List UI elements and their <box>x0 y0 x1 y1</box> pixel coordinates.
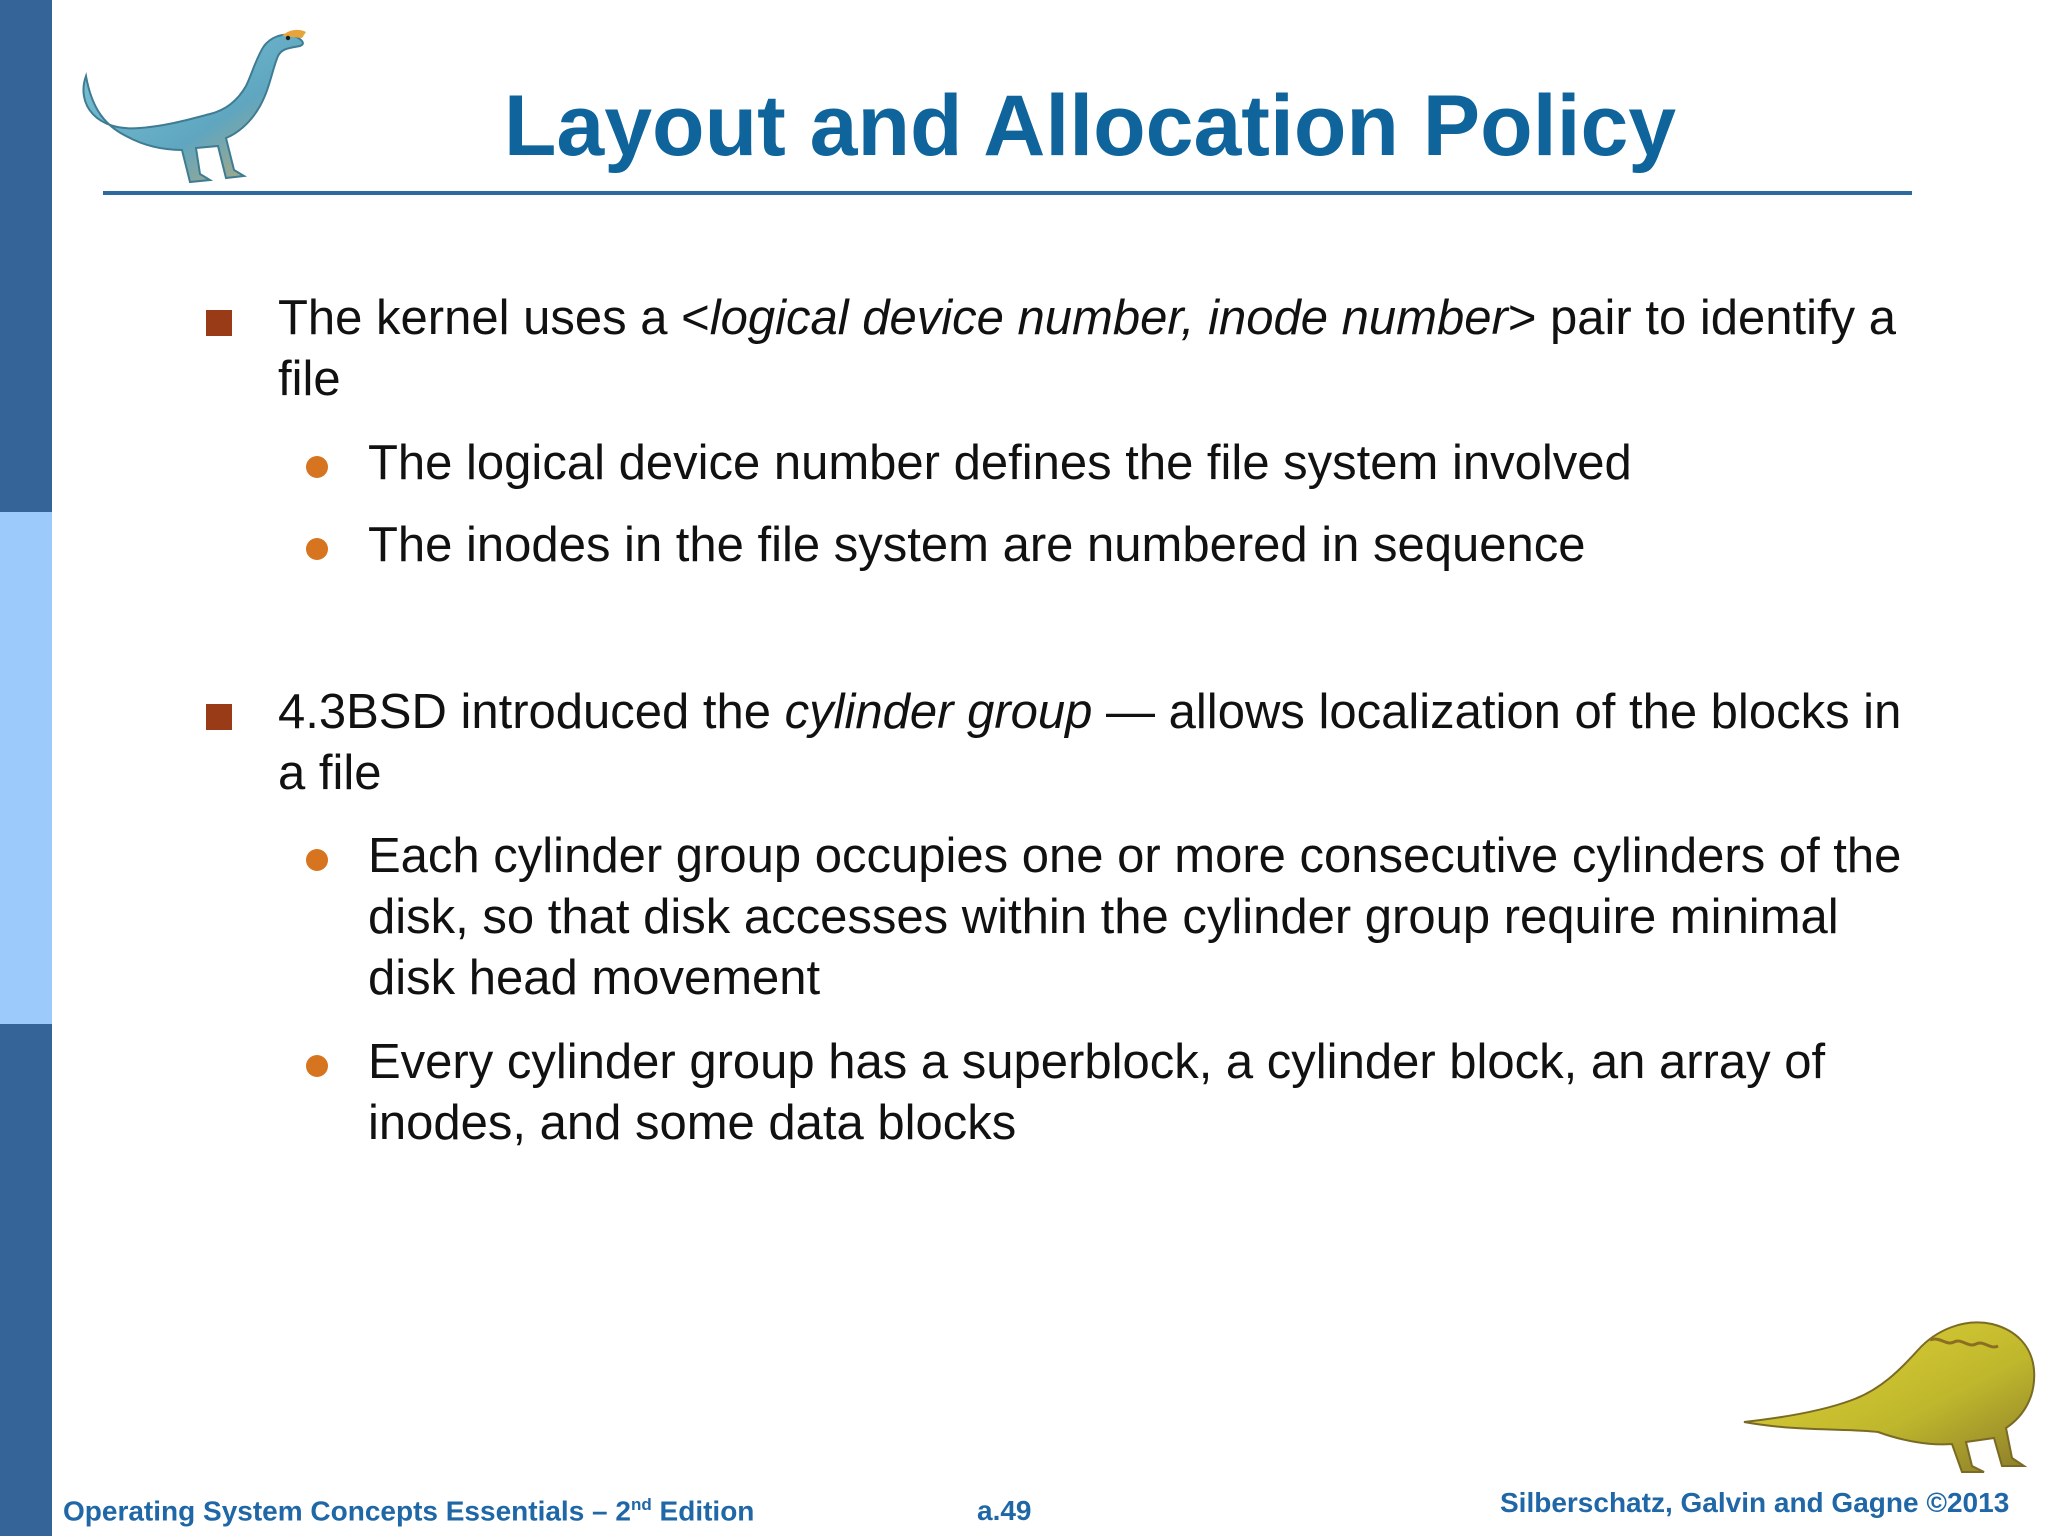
bullet-text-part: 4.3BSD introduced the <box>278 685 785 739</box>
round-bullet-icon <box>306 538 328 560</box>
round-bullet-icon <box>306 1055 328 1077</box>
bullet-text-italic: logical device number, inode number <box>709 291 1508 345</box>
sub-bullet-item <box>368 1032 1928 1154</box>
sub-bullet-item <box>368 515 1928 576</box>
footer-page-number: a.49 <box>977 1495 1032 1526</box>
bullet-item <box>278 682 1918 804</box>
footer-book-title-sup: nd <box>630 1495 652 1514</box>
sub-bullet-text: Each cylinder group occupies one or more consecutive cylinders of the disk, so that disk accesses within the cylinder group require minimal disk head movement <box>368 829 1902 1005</box>
footer-book-title-suffix: Edition <box>651 1495 755 1527</box>
sub-bullet-item <box>368 433 1928 494</box>
round-bullet-icon <box>306 849 328 871</box>
slide-title: Layout and Allocation Policy <box>503 78 1677 174</box>
bullet-text-part: — allows localization of the blocks in a file <box>278 685 1902 800</box>
sub-bullet-text: The logical device number defines the file system involved <box>368 436 1632 490</box>
footer-book-title-prefix: Operating System Concepts Essentials – 2 <box>63 1495 631 1527</box>
bullet-text-part: > pair to identify a file <box>278 291 1896 406</box>
footer-book-title <box>63 1495 754 1527</box>
footer-authors: Silberschatz, Galvin and Gagne ©2013 <box>1500 1487 2010 1518</box>
sub-bullet-text: Every cylinder group has a superblock, a cylinder block, an array of inodes, and some data blocks <box>368 1035 1826 1150</box>
round-bullet-icon <box>306 456 328 478</box>
sub-bullet-item <box>368 826 1928 1009</box>
square-bullet-icon <box>206 310 232 336</box>
dinosaur-icon <box>1740 1300 2040 1480</box>
bullet-item <box>278 288 1918 410</box>
bullet-text-part: The kernel uses a < <box>278 291 710 345</box>
sub-bullet-text: The inodes in the file system are numbered in sequence <box>368 518 1586 572</box>
square-bullet-icon <box>206 704 232 730</box>
bullet-text-italic: cylinder group <box>784 685 1093 739</box>
